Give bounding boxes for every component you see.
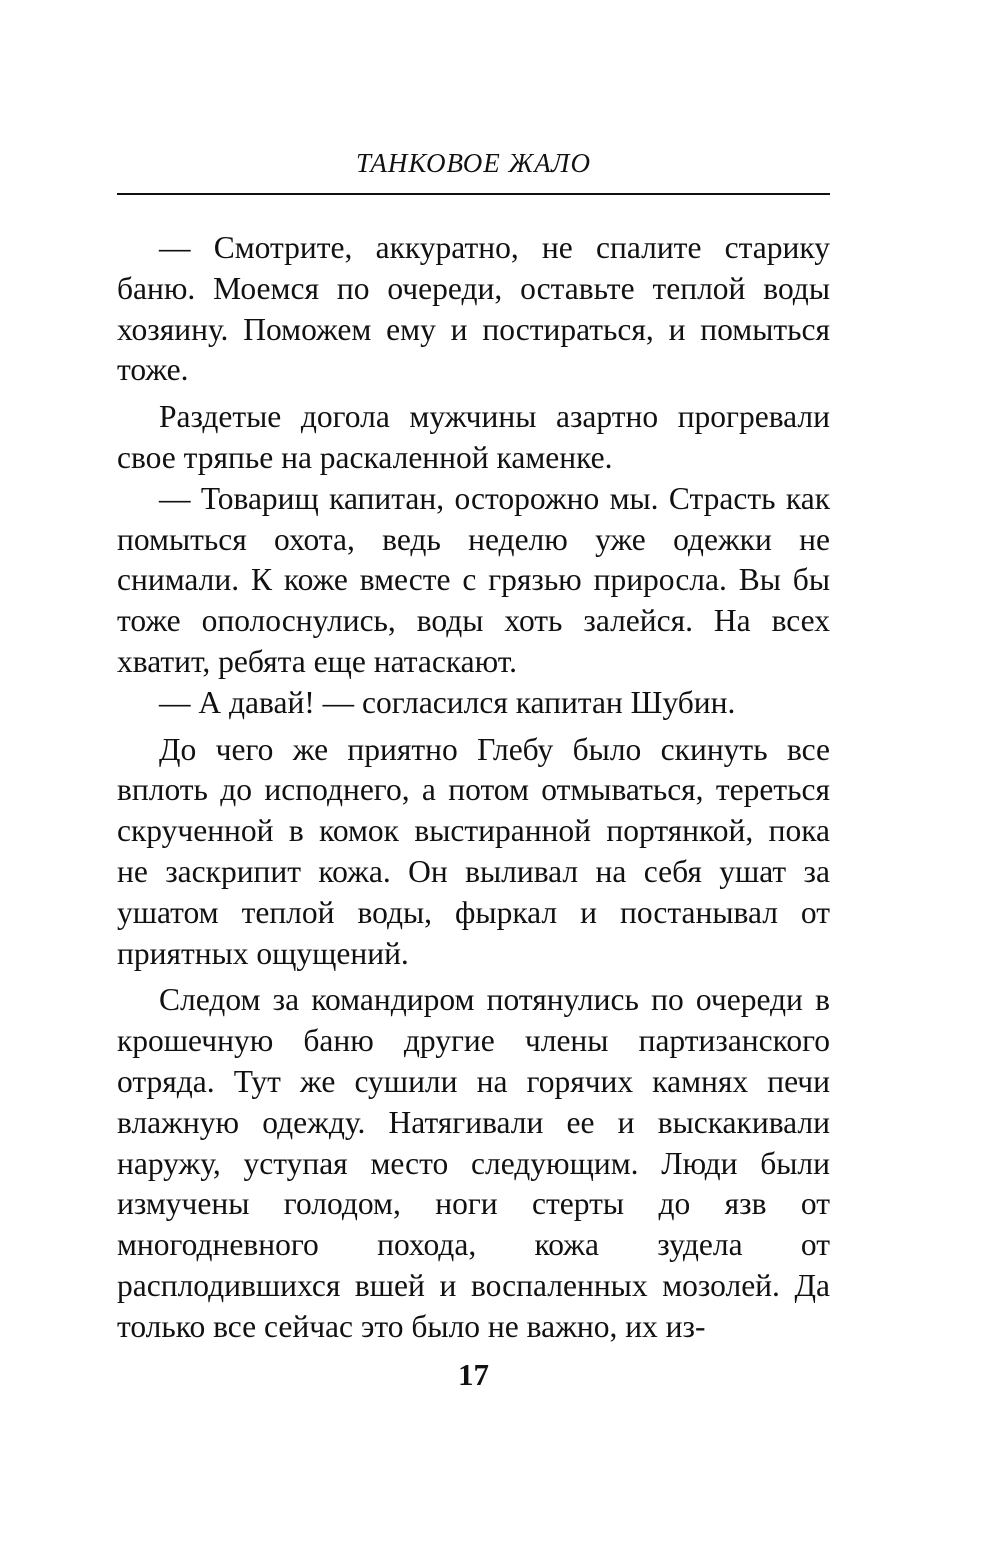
paragraph: До чего же приятно Глебу было скинуть все вплоть до исподнего, а потом отмываться, тереться скрученной в комок выстиранной портянкой, пока не заскрипит кожа. Он выливал на себя ушат за ушатом теплой воды, фыркал и постанывал от приятных ощущений. [117, 731, 830, 971]
running-head-title: ТАНКОВОЕ ЖАЛО [356, 148, 591, 178]
paragraph: Раздетые догола мужчины азартно прогревали свое тряпье на раскаленной каменке. [117, 399, 830, 475]
paragraph: — А давай! — согласился капитан Шубин. [159, 684, 736, 720]
paragraph: Следом за командиром потянулись по очереди в крошечную баню другие члены партизанского отряда. Тут же сушили на горячих камнях печи влажную одежду. Натягивали ее и выскакивали наружу, уступая место следующим. Люди были измучены голодом, ноги стерты до язв от многодневного похода, кожа зудела от расплодившихся вшей и воспаленных мозолей. Да только все сейчас это было не важно, их из- [117, 982, 830, 1344]
page-number: 17 [458, 1357, 489, 1392]
page-body [117, 228, 830, 1348]
paragraph: — Товарищ капитан, осторожно мы. Страсть как помыться охота, ведь неделю уже одежки не снимали. К коже вместе с грязью приросла. Вы бы тоже ополоснулись, воды хоть залейся. На всех хватит, ребята еще натаскают. [117, 480, 830, 679]
header-rule [117, 193, 830, 195]
paragraph: — Смотрите, аккуратно, не спалите старику баню. Моемся по очереди, оставьте теплой воды хозяину. Поможем ему и постираться, и помыться тоже. [117, 230, 830, 388]
